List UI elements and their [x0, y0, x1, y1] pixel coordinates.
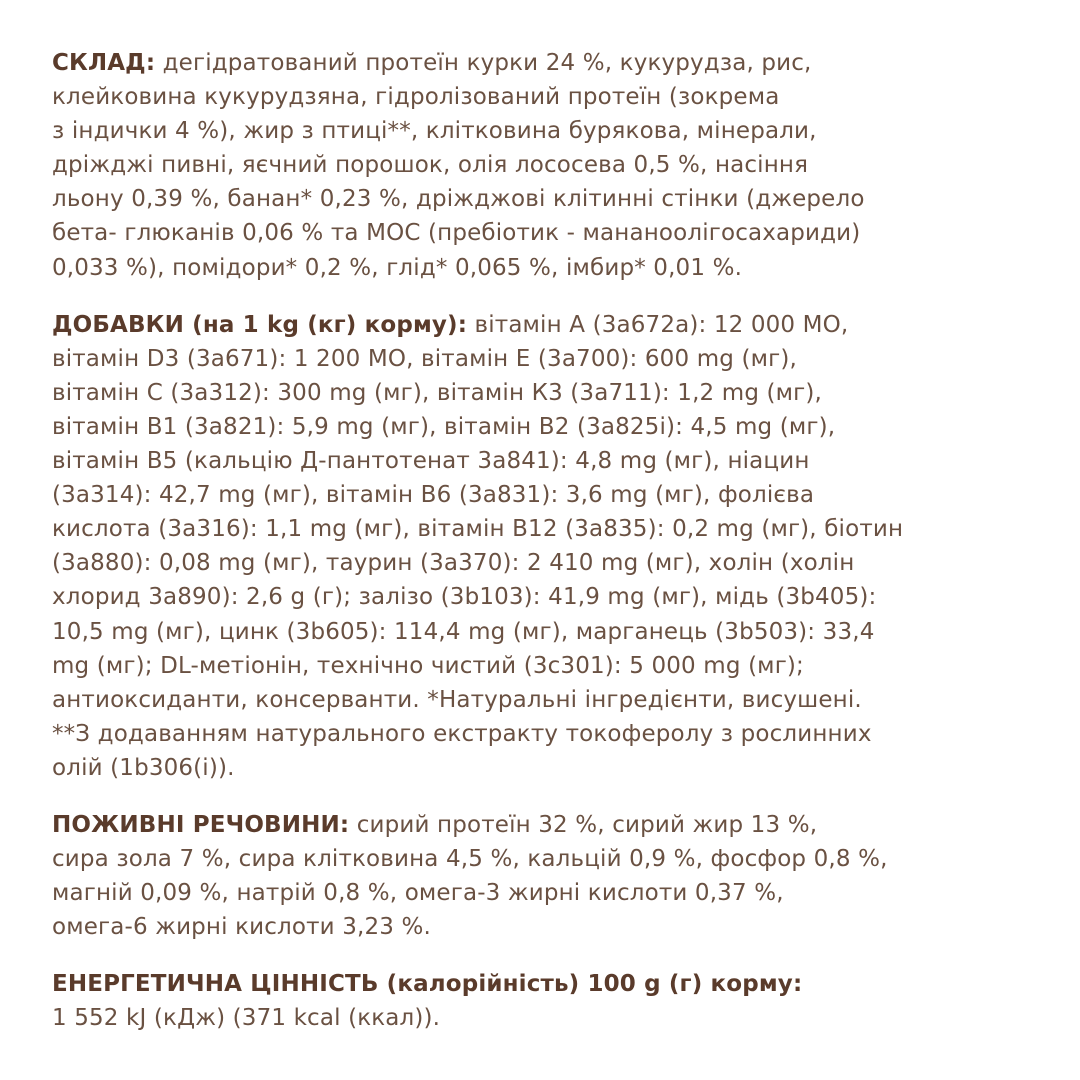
nutrients-first-line — [52, 808, 1052, 842]
composition-line-4: дріжджі пивні, яєчний порошок, олія лососева 0,5 %, насіння — [52, 152, 809, 179]
composition-line-6: бета- глюканів 0,06 % та МОС (пребіотик - мананоолігосахариди) — [52, 220, 861, 247]
composition-heading: СКЛАД: — [52, 50, 156, 76]
composition-line-3: з індички 4 %), жир з птиці**, клітковина бурякова, мінерали, — [52, 118, 817, 145]
additives-line-2: вітамін D3 (3а671): 1 200 МО, вітамін Е (3а700): 600 mg (мг), — [52, 345, 797, 372]
ingredients-document — [52, 46, 1052, 1059]
section-nutrients — [52, 808, 1052, 944]
additives-line-13: **З додаванням натурального екстракту токоферолу з рослинних — [52, 720, 872, 747]
composition-first-line — [52, 46, 1052, 80]
composition-line-7: 0,033 %), помідори* 0,2 %, глід* 0,065 %, імбир* 0,01 %. — [52, 254, 743, 281]
additives-line-10: 10,5 mg (мг), цинк (3b605): 114,4 mg (мг), марганець (3b503): 33,4 — [52, 618, 875, 645]
additives-line-1: вітамін А (3а672а): 12 000 МО, — [467, 311, 849, 338]
section-energy — [52, 967, 1052, 1035]
additives-line-14: олій (1b306(і)). — [52, 754, 235, 781]
additives-heading: ДОБАВКИ (на 1 kg (кг) корму): — [52, 311, 468, 338]
nutrients-line-1: сирий протеїн 32 %, сирий жир 13 %, — [349, 811, 818, 838]
additives-line-6: (3а314): 42,7 mg (мг), вітамін В6 (3а831): 3,6 mg (мг), фолієва — [52, 482, 815, 509]
energy-line-2: 1 552 kJ (кДж) (371 kcal (ккал)). — [52, 1005, 441, 1032]
additives-line-9: хлорид 3а890): 2,6 g (г); залізо (3b103): 41,9 mg (мг), мідь (3b405): — [52, 584, 877, 611]
additives-line-5: вітамін В5 (кальцію Д-пантотенат 3а841): 4,8 mg (мг), ніацин — [52, 448, 810, 475]
energy-heading: ЕНЕРГЕТИЧНА ЦІННІСТЬ (калорійність) 100 g (г) корму: — [52, 971, 803, 998]
section-composition — [52, 46, 1052, 285]
nutrients-heading: ПОЖИВНІ РЕЧОВИНИ: — [52, 811, 350, 838]
energy-first-line — [52, 967, 1052, 1001]
nutrients-line-3: магній 0,09 %, натрій 0,8 %, омега-3 жирні кислоти 0,37 %, — [52, 880, 784, 907]
nutrients-line-2: сира зола 7 %, сира клітковина 4,5 %, кальцій 0,9 %, фосфор 0,8 %, — [52, 846, 888, 873]
additives-line-4: вітамін В1 (3а821): 5,9 mg (мг), вітамін В2 (3а825і): 4,5 mg (мг), — [52, 413, 836, 440]
composition-line-1: дегідратований протеїн курки 24 %, кукурудза, рис, — [155, 50, 812, 76]
additives-line-8: (3а880): 0,08 mg (мг), таурин (3а370): 2 410 mg (мг), холін (холін — [52, 550, 855, 577]
nutrients-line-4: омега-6 жирні кислоти 3,23 %. — [52, 914, 431, 941]
additives-line-11: mg (мг); DL-метіонін, технічно чистий (3c301): 5 000 mg (мг); — [52, 652, 804, 679]
section-additives — [52, 308, 1052, 785]
additives-line-3: вітамін С (3а312): 300 mg (мг), вітамін К3 (3а711): 1,2 mg (мг), — [52, 379, 822, 406]
composition-line-2: клейковина кукурудзяна, гідролізований протеїн (зокрема — [52, 84, 780, 111]
additives-line-12: антиоксиданти, консерванти. *Натуральні інгредієнти, висушені. — [52, 686, 862, 713]
additives-line-7: кислота (3а316): 1,1 mg (мг), вітамін В12 (3а835): 0,2 mg (мг), біотин — [52, 516, 904, 543]
composition-line-5: льону 0,39 %, банан* 0,23 %, дріжджові клітинні стінки (джерело — [52, 186, 865, 213]
additives-first-line — [52, 308, 1052, 342]
